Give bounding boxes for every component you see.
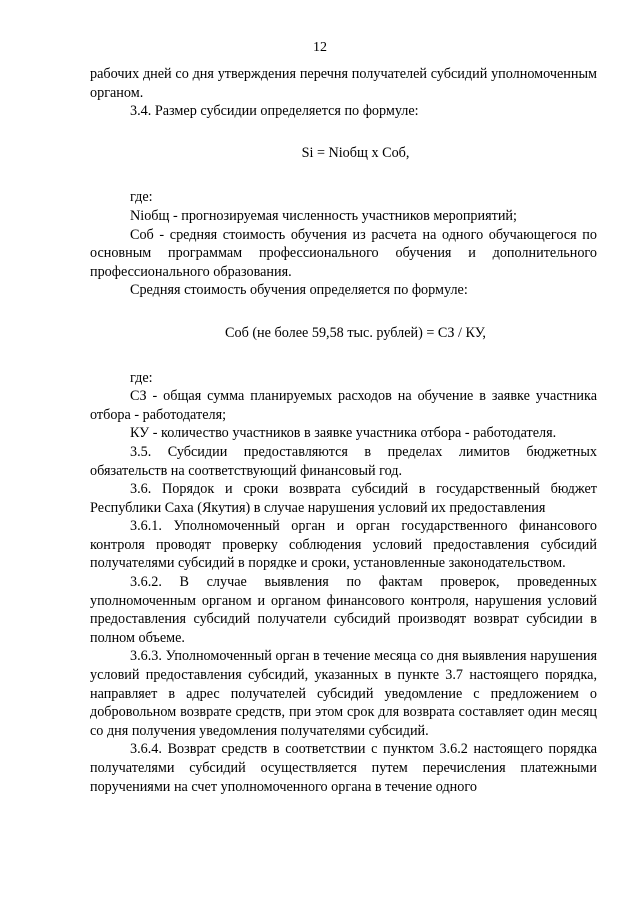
- definition-sz: СЗ - общая сумма планируемых расходов на обучение в заявке участника отбора - работодателя;: [90, 388, 597, 423]
- paragraph-3-6-1: 3.6.1. Уполномоченный орган и орган государственного финансового контроля проводят проверку соблюдения условий предоставления субсидий получателями субсидий в порядке и сроки, установленные законодательством.: [90, 518, 597, 572]
- paragraph-3-6-4: 3.6.4. Возврат средств в соответствии с пунктом 3.6.2 настоящего порядка получателями субсидий осуществляется путем перечисления платежными поручениями на счет уполномоченного органа в течение одного: [90, 741, 597, 795]
- formula-avg-cost: Соб (не более 59,58 тыс. рублей) = СЗ / КУ,: [225, 324, 486, 341]
- definition-sob: Соб - средняя стоимость обучения из расчета на одного обучающегося по основным программам профессионального обучения и дополнительного профессионального образования.: [90, 226, 597, 280]
- paragraph-3-6-3: 3.6.3. Уполномоченный орган в течение месяца со дня выявления нарушения условий предоставления субсидий, указанных в пункте 3.7 настоящего порядка, направляет в адрес получателей субсидий уведомление с предложением о добровольном возврате средств, при этом срок для возврата составляет один месяц со дня получения уведомления получателями субсидий.: [90, 648, 597, 739]
- where-label: где:: [130, 189, 153, 206]
- paragraph-continuation: рабочих дней со дня утверждения перечня получателей субсидий уполномоченным органом.: [90, 66, 597, 101]
- paragraph-3-6: 3.6. Порядок и сроки возврата субсидий в государственный бюджет Республики Саха (Якутия) в случае нарушения условий их предоставления: [90, 481, 597, 516]
- paragraph-3-6-2: 3.6.2. В случае выявления по фактам проверок, проведенных уполномоченным органом и органом финансового контроля, нарушения условий предоставления субсидий получатели субсидий производят возврат субсидии в полном объеме.: [90, 574, 597, 646]
- paragraph-3-4: 3.4. Размер субсидии определяется по формуле:: [130, 103, 419, 120]
- page-body: [90, 65, 597, 796]
- formula-subsidy-size: Si = Niобщ x Cоб,: [301, 144, 410, 161]
- page-number: 12: [313, 40, 327, 55]
- paragraph-avg-cost: Средняя стоимость обучения определяется по формуле:: [130, 282, 468, 299]
- definition-ku: КУ - количество участников в заявке участника отбора - работодателя.: [130, 425, 557, 442]
- where-label: где:: [130, 369, 153, 386]
- definition-ni: Niобщ - прогнозируемая численность участников мероприятий;: [130, 207, 517, 224]
- paragraph-3-5: 3.5. Субсидии предоставляются в пределах лимитов бюджетных обязательств на соответствующий финансовый год.: [90, 443, 597, 479]
